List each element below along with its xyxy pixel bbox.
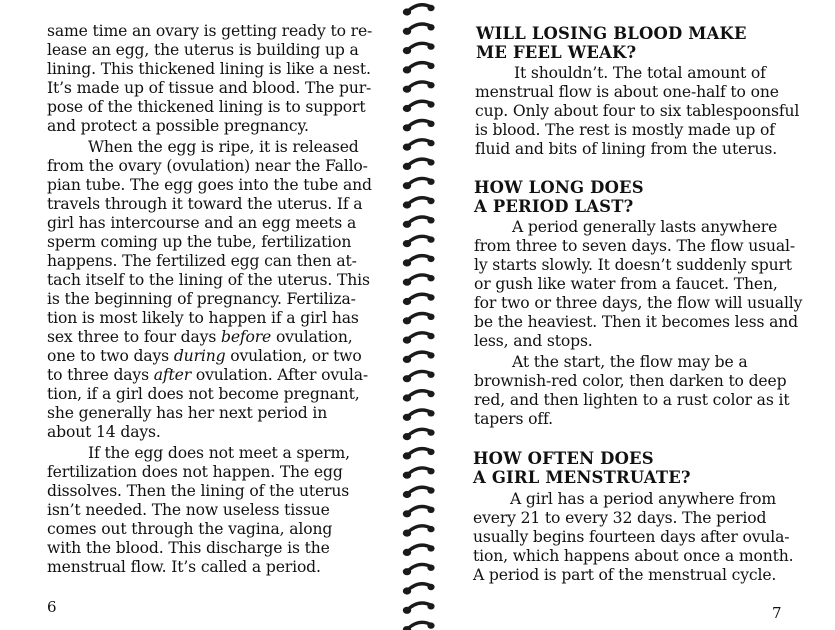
binding-hole xyxy=(427,468,434,474)
coil-wire xyxy=(407,314,431,321)
body-text-line: sperm coming up the tube, fertilization xyxy=(47,233,352,251)
binding-hole xyxy=(427,294,434,300)
body-text-line: or gush like water from a faucet. Then, xyxy=(474,275,778,293)
spiral-coil xyxy=(403,236,435,247)
spiral-coil xyxy=(403,217,435,228)
binding-hole xyxy=(427,140,434,146)
binding-hole xyxy=(427,236,434,242)
body-text-line: It shouldn’t. The total amount of xyxy=(514,64,766,82)
coil-wire xyxy=(407,256,431,263)
spiral-coil xyxy=(403,352,435,363)
coil-wire xyxy=(407,5,431,12)
text-run: one to two days xyxy=(47,347,174,365)
binding-hole xyxy=(427,352,434,358)
spiral-coil xyxy=(403,101,435,112)
spiral-coil xyxy=(403,487,435,498)
body-text-line: with the blood. This discharge is the xyxy=(47,539,330,557)
spiral-coil xyxy=(403,5,435,16)
body-text-line xyxy=(47,366,368,385)
body-text-line: lining. This thickened lining is like a nest. xyxy=(47,60,371,78)
binding-hole xyxy=(427,622,434,628)
spiral-coil xyxy=(403,584,435,595)
spiral-coil xyxy=(403,256,435,267)
binding-hole xyxy=(427,314,434,320)
binding-hole xyxy=(427,5,434,11)
emphasis-during: during xyxy=(173,347,226,365)
section-heading: ME FEEL WEAK? xyxy=(476,43,637,62)
body-text-line: When the egg is ripe, it is released xyxy=(88,138,359,156)
coil-wire xyxy=(407,449,431,456)
body-text-line: It’s made up of tissue and blood. The pur- xyxy=(47,79,372,97)
spiral-coil xyxy=(403,526,435,537)
binding-hole xyxy=(427,565,434,571)
coil-wire xyxy=(407,584,431,591)
body-text-line: brownish-red color, then darken to deep xyxy=(474,372,787,390)
body-text-line: lease an egg, the uterus is building up a xyxy=(47,41,359,59)
body-text-line: same time an ovary is getting ready to re- xyxy=(47,22,373,40)
spiral-coil xyxy=(403,545,435,556)
body-text-line: is blood. The rest is mostly made up of xyxy=(475,121,775,139)
emphasis-before: before xyxy=(220,328,272,346)
spiral-coil xyxy=(403,198,435,209)
spiral-coil xyxy=(403,43,435,54)
binding-hole xyxy=(427,449,434,455)
section-heading: A PERIOD LAST? xyxy=(474,197,634,216)
body-text-line: ly starts slowly. It doesn’t suddenly spurt xyxy=(474,256,792,274)
binding-hole xyxy=(427,507,434,513)
body-text-line: red, and then lighten to a rust color as it xyxy=(474,391,790,409)
spiral-coil xyxy=(403,603,435,614)
body-text-line: comes out through the vagina, along xyxy=(47,520,333,538)
binding-hole xyxy=(427,179,434,185)
coil-wire xyxy=(407,24,431,31)
coil-wire xyxy=(407,468,431,475)
coil-wire xyxy=(407,507,431,514)
coil-wire xyxy=(407,82,431,89)
emphasis-after: after xyxy=(153,366,192,384)
binding-hole xyxy=(427,63,434,69)
body-text-line: about 14 days. xyxy=(47,423,161,441)
coil-wire xyxy=(407,63,431,70)
binding-hole xyxy=(427,43,434,49)
coil-wire xyxy=(407,603,431,610)
spiral-coil xyxy=(403,507,435,518)
body-text-line: usually begins fourteen days after ovula- xyxy=(473,528,790,546)
body-text-line: tion is most likely to happen if a girl has xyxy=(47,309,359,327)
body-text-line: fluid and bits of lining from the uterus. xyxy=(475,140,778,158)
spiral-coil xyxy=(403,622,435,630)
binding-hole xyxy=(427,121,434,127)
spiral-coil xyxy=(403,429,435,440)
coil-wire xyxy=(407,526,431,533)
body-text-line: isn’t needed. The now useless tissue xyxy=(47,501,330,519)
body-text-line: pian tube. The egg goes into the tube and xyxy=(47,176,372,194)
binding-hole xyxy=(427,545,434,551)
section-heading: HOW LONG DOES xyxy=(474,178,644,197)
spiral-coil xyxy=(403,410,435,421)
binding-hole xyxy=(427,333,434,339)
spiral-coil xyxy=(403,564,435,575)
coil-wire xyxy=(407,564,431,571)
spiral-coil xyxy=(403,294,435,305)
body-text-line: If the egg does not meet a sperm, xyxy=(88,444,350,462)
coil-wire xyxy=(407,178,431,185)
coil-wire xyxy=(407,236,431,243)
spiral-coil xyxy=(403,275,435,286)
spiral-coil xyxy=(403,468,435,479)
binding-hole xyxy=(427,584,434,590)
right-page xyxy=(445,0,835,630)
text-run: sex three to four days xyxy=(47,328,221,346)
body-text-line: be the heaviest. Then it becomes less and xyxy=(474,313,798,331)
spiral-coil xyxy=(403,371,435,382)
coil-wire xyxy=(407,352,431,359)
body-text-line: from three to seven days. The flow usual- xyxy=(474,237,795,255)
body-text-line: and protect a possible pregnancy. xyxy=(47,117,309,135)
body-text-line xyxy=(47,347,362,366)
binding-hole xyxy=(427,256,434,262)
spiral-coil xyxy=(403,121,435,132)
coil-wire xyxy=(407,429,431,436)
section-heading: A GIRL MENSTRUATE? xyxy=(473,468,691,487)
coil-wire xyxy=(407,121,431,128)
spiral-coil xyxy=(403,140,435,151)
body-text-line xyxy=(47,328,353,347)
spiral-coil xyxy=(403,24,435,35)
binding-hole xyxy=(427,487,434,493)
coil-wire xyxy=(407,391,431,398)
binding-hole xyxy=(427,159,434,165)
body-text-line: A period is part of the menstrual cycle. xyxy=(473,566,777,584)
body-text-line: cup. Only about four to six tablespoonsful xyxy=(475,102,800,120)
spiral-coil xyxy=(403,314,435,325)
body-text-line: from the ovary (ovulation) near the Fallo- xyxy=(47,157,368,175)
text-run: ovulation, or two xyxy=(225,347,362,365)
page-number: 6 xyxy=(47,598,57,616)
body-text-line: travels through it toward the uterus. If a xyxy=(47,195,363,213)
spiral-coils xyxy=(393,0,445,630)
body-text-line: At the start, the flow may be a xyxy=(512,353,748,371)
binding-hole xyxy=(427,526,434,532)
spiral-coil xyxy=(403,82,435,93)
coil-wire xyxy=(407,159,431,166)
coil-wire xyxy=(407,101,431,108)
text-run: ovulation. After ovula- xyxy=(191,366,368,384)
body-text-line: for two or three days, the flow will usually xyxy=(474,294,803,312)
binding-hole xyxy=(427,217,434,223)
page-number: 7 xyxy=(772,604,782,622)
binding-hole xyxy=(427,410,434,416)
body-text-line: tion, which happens about once a month. xyxy=(473,547,794,565)
body-text-line: is the beginning of pregnancy. Fertiliza- xyxy=(47,290,356,308)
left-page xyxy=(0,0,395,630)
spiral-coil xyxy=(403,63,435,74)
coil-wire xyxy=(407,217,431,224)
body-text-line: she generally has her next period in xyxy=(47,404,328,422)
body-text-line: tapers off. xyxy=(474,410,553,428)
coil-wire xyxy=(407,43,431,50)
section-heading: WILL LOSING BLOOD MAKE xyxy=(476,24,747,43)
binding-hole xyxy=(427,101,434,107)
text-run: ovulation, xyxy=(271,328,353,346)
body-text-line: A girl has a period anywhere from xyxy=(510,490,776,508)
body-text-line: pose of the thickened lining is to support xyxy=(47,98,366,116)
binding-hole xyxy=(427,603,434,609)
spiral-binding xyxy=(393,0,445,630)
body-text-line: menstrual flow. It’s called a period. xyxy=(47,558,321,576)
coil-wire xyxy=(407,275,431,282)
coil-wire xyxy=(407,622,431,629)
binding-hole xyxy=(427,391,434,397)
body-text-line: happens. The fertilized egg can then at- xyxy=(47,252,357,270)
coil-wire xyxy=(407,545,431,552)
body-text-line: less, and stops. xyxy=(474,332,593,350)
body-text-line: girl has intercourse and an egg meets a xyxy=(47,214,357,232)
coil-wire xyxy=(407,371,431,378)
coil-wire xyxy=(407,140,431,147)
body-text-line: every 21 to every 32 days. The period xyxy=(473,509,767,527)
body-text-line: tion, if a girl does not become pregnant, xyxy=(47,385,360,403)
spiral-coil xyxy=(403,391,435,402)
body-text-line: menstrual flow is about one-half to one xyxy=(475,83,779,101)
binding-hole xyxy=(427,275,434,281)
body-text-line: tach itself to the lining of the uterus. This xyxy=(47,271,370,289)
coil-wire xyxy=(407,487,431,494)
spiral-coil xyxy=(403,333,435,344)
body-text-line: fertilization does not happen. The egg xyxy=(47,463,343,481)
coil-wire xyxy=(407,294,431,301)
body-text-line: dissolves. Then the lining of the uterus xyxy=(47,482,350,500)
spiral-coil xyxy=(403,178,435,189)
coil-wire xyxy=(407,198,431,205)
coil-wire xyxy=(407,410,431,417)
binding-hole xyxy=(427,372,434,378)
binding-hole xyxy=(427,429,434,435)
body-text-line: A period generally lasts anywhere xyxy=(512,218,778,236)
section-heading: HOW OFTEN DOES xyxy=(473,449,654,468)
binding-hole xyxy=(427,82,434,88)
spiral-coil xyxy=(403,159,435,170)
coil-wire xyxy=(407,333,431,340)
spiral-coil xyxy=(403,449,435,460)
binding-hole xyxy=(427,198,434,204)
text-run: to three days xyxy=(47,366,154,384)
binding-hole xyxy=(427,24,434,30)
